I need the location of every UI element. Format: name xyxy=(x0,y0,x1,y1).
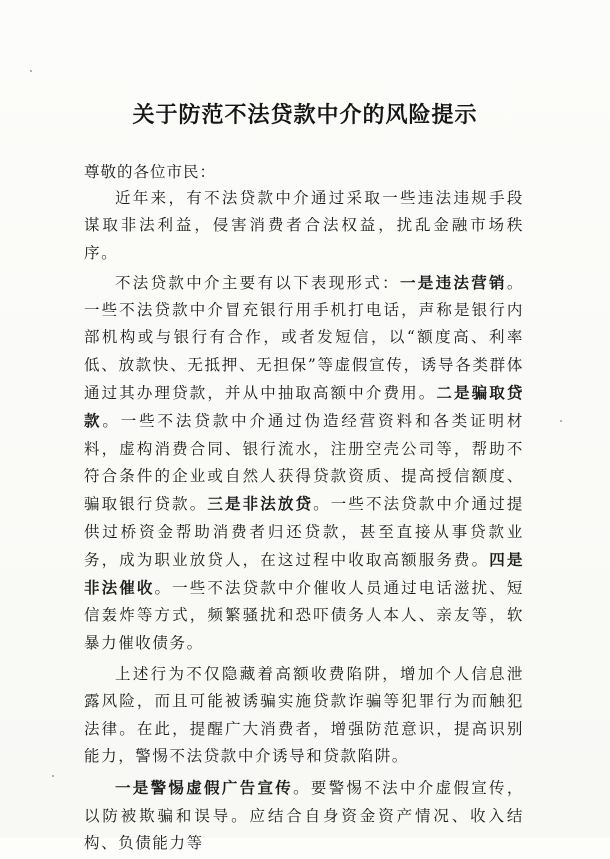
paragraph-warning: 上述行为不仅隐藏着高额收费陷阱，增加个人信息泄露风险，而且可能被诱骗实施贷款诈骗等犯罪行为而触犯法律。在此，提醒广大消费者，增强防范意识，提高识别能力，警惕不法贷款中介诱导和贷款陷阱。 xyxy=(84,665,524,765)
paragraph-advice xyxy=(84,774,524,857)
text-false-ads: 。要警惕不法中介虚假宣传，以防被欺骗和误导。应结合自身资金资产情况、收入结构、负债能力等 xyxy=(84,779,524,852)
heading-illegal-lending: 三是非法放贷 xyxy=(207,494,314,514)
text-illegal-collection: 。一些不法贷款中介催收人员通过电话滋扰、短信轰炸等方式，频繁骚扰和恐吓债务人本人、亲友等，软暴力催收债务。 xyxy=(84,579,524,652)
forms-intro: 不法贷款中介主要有以下表现形式： xyxy=(115,273,400,292)
heading-illegal-collection: 四是非法催收 xyxy=(84,549,524,598)
scan-speck xyxy=(52,775,54,777)
document-title: 关于防范不法贷款中介的风险提示 xyxy=(132,102,478,128)
heading-illegal-marketing: 一是违法营销 xyxy=(400,272,507,292)
scan-speck xyxy=(30,70,32,72)
heading-false-ads: 一是警惕虚假广告宣传 xyxy=(115,778,294,798)
heading-loan-fraud: 二是骗取贷款 xyxy=(84,383,524,431)
text-illegal-lending: 。一些不法贷款中介通过提供过桥资金帮助消费者归还贷款，甚至直接从事贷款业务，成为职业放贷人，在这过程中收取高额服务费。 xyxy=(84,495,525,569)
document-body xyxy=(84,185,524,859)
text-loan-fraud: 。一些不法贷款中介通过伪造经营资料和各类证明材料，虚构消费合同、银行流水，注册空壳公司等，帮助不符合条件的企业或自然人获得贷款资质、提高授信额度、骗取银行贷款。 xyxy=(84,412,524,514)
scan-speck xyxy=(560,420,562,422)
paragraph-forms xyxy=(84,269,524,657)
salutation: 尊敬的各位市民： xyxy=(84,163,217,181)
text-illegal-marketing: 。一些不法贷款中介冒充银行用手机打电话，声称是银行内部机构或与银行有合作，或者发短信，以“额度高、利率低、放款快、无抵押、无担保”等虚假宣传，诱导各类群体通过其办理贷款，并从中抽取高额中介费用。 xyxy=(84,273,524,403)
paragraph-intro: 近年来，有不法贷款中介通过采取一些违法违规手段谋取非法利益，侵害消费者合法权益，扰乱金融市场秩序。 xyxy=(84,189,524,262)
